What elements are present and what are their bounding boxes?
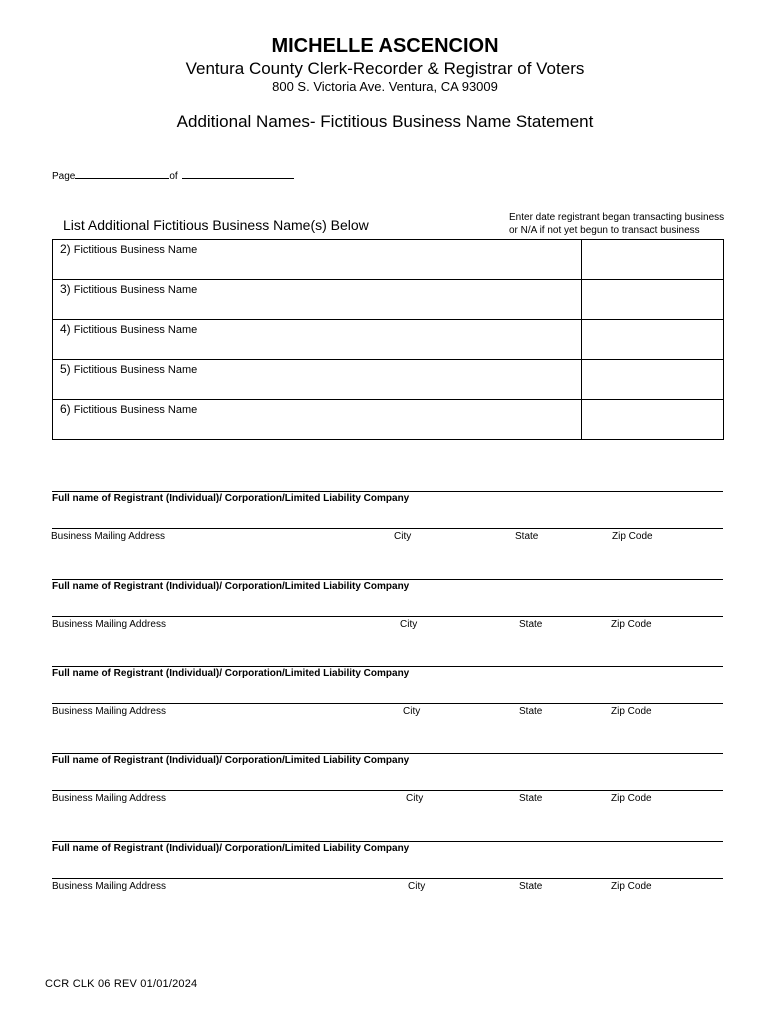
- fictitious-business-name-label: [53, 360, 581, 376]
- fictitious-business-name-field[interactable]: [53, 400, 582, 440]
- transaction-date-field[interactable]: [582, 320, 724, 360]
- full-name-field[interactable]: [52, 753, 723, 754]
- city-label: City: [394, 531, 412, 542]
- transaction-date-field[interactable]: [582, 280, 724, 320]
- full-name-field[interactable]: [52, 579, 723, 580]
- full-name-label: Full name of Registrant (Individual)/ Corporation/Limited Liability Company: [52, 668, 410, 679]
- list-section-title: List Additional Fictitious Business Name(s) Below: [63, 217, 369, 233]
- full-name-label: Full name of Registrant (Individual)/ Corporation/Limited Liability Company: [52, 493, 410, 504]
- row-number: 5): [60, 362, 71, 376]
- fictitious-business-name-field[interactable]: [53, 320, 582, 360]
- mailing-address-field[interactable]: [52, 616, 723, 617]
- registrant-block: [52, 579, 723, 639]
- table-row: [53, 280, 724, 320]
- table-row: [53, 240, 724, 280]
- transaction-date-field[interactable]: [582, 240, 724, 280]
- table-row: [53, 360, 724, 400]
- fictitious-business-name-label: [53, 400, 581, 416]
- mailing-address-label: Business Mailing Address: [52, 619, 166, 630]
- state-label: State: [515, 531, 539, 542]
- state-label: State: [519, 881, 543, 892]
- mailing-address-field[interactable]: [52, 528, 723, 529]
- fictitious-names-table: [52, 239, 724, 440]
- transaction-date-field[interactable]: [582, 400, 724, 440]
- registrant-block: [52, 753, 723, 813]
- page-count-line: [52, 170, 294, 182]
- form-title: Additional Names- Fictitious Business Name Statement: [176, 112, 594, 131]
- row-number: 3): [60, 282, 71, 296]
- fictitious-business-name-field[interactable]: [53, 360, 582, 400]
- row-label-text: Fictitious Business Name: [73, 244, 198, 256]
- mailing-address-label: Business Mailing Address: [52, 793, 166, 804]
- page-number-field[interactable]: [75, 170, 169, 179]
- registrant-block: [52, 666, 723, 726]
- city-label: City: [403, 706, 421, 717]
- row-label-text: Fictitious Business Name: [73, 324, 198, 336]
- zip-code-label: Zip Code: [611, 619, 652, 630]
- of-label: of: [169, 171, 178, 182]
- mailing-address-label: Business Mailing Address: [52, 706, 166, 717]
- city-label: City: [406, 793, 424, 804]
- state-label: State: [519, 619, 543, 630]
- city-label: City: [400, 619, 418, 630]
- state-label: State: [519, 793, 543, 804]
- mailing-address-field[interactable]: [52, 790, 723, 791]
- row-label-text: Fictitious Business Name: [73, 404, 198, 416]
- clerk-name: MICHELLE ASCENCION: [271, 35, 499, 57]
- office-address: 800 S. Victoria Ave. Ventura, CA 93009: [272, 79, 498, 94]
- zip-code-label: Zip Code: [611, 881, 652, 892]
- state-label: State: [519, 706, 543, 717]
- fictitious-business-name-label: [53, 320, 581, 336]
- full-name-field[interactable]: [52, 666, 723, 667]
- mailing-address-label: Business Mailing Address: [52, 881, 166, 892]
- page-total-field[interactable]: [182, 170, 294, 179]
- mailing-address-field[interactable]: [52, 878, 723, 879]
- zip-code-label: Zip Code: [612, 531, 653, 542]
- row-label-text: Fictitious Business Name: [73, 364, 198, 376]
- table-row: [53, 320, 724, 360]
- fictitious-business-name-field[interactable]: [53, 280, 582, 320]
- full-name-field[interactable]: [52, 491, 723, 492]
- full-name-label: Full name of Registrant (Individual)/ Corporation/Limited Liability Company: [52, 581, 410, 592]
- zip-code-label: Zip Code: [611, 706, 652, 717]
- row-number: 2): [60, 242, 71, 256]
- city-label: City: [408, 881, 426, 892]
- date-instruction-note: Enter date registrant began transacting business or N/A if not yet begun to transact business: [509, 212, 725, 236]
- office-title: Ventura County Clerk-Recorder & Registrar of Voters: [185, 59, 585, 78]
- registrant-block: [52, 841, 723, 901]
- full-name-field[interactable]: [52, 841, 723, 842]
- row-number: 6): [60, 402, 71, 416]
- mailing-address-label: Business Mailing Address: [51, 531, 165, 542]
- fictitious-business-name-label: [53, 240, 581, 256]
- table-row: [53, 400, 724, 440]
- fictitious-business-name-label: [53, 280, 581, 296]
- registrant-block: [52, 491, 723, 551]
- form-code: CCR CLK 06 REV 01/01/2024: [45, 978, 198, 990]
- full-name-label: Full name of Registrant (Individual)/ Corporation/Limited Liability Company: [52, 843, 410, 854]
- zip-code-label: Zip Code: [611, 793, 652, 804]
- full-name-label: Full name of Registrant (Individual)/ Corporation/Limited Liability Company: [52, 755, 410, 766]
- row-number: 4): [60, 322, 71, 336]
- fictitious-business-name-field[interactable]: [53, 240, 582, 280]
- transaction-date-field[interactable]: [582, 360, 724, 400]
- mailing-address-field[interactable]: [52, 703, 723, 704]
- page-label: Page: [52, 171, 76, 182]
- row-label-text: Fictitious Business Name: [73, 284, 198, 296]
